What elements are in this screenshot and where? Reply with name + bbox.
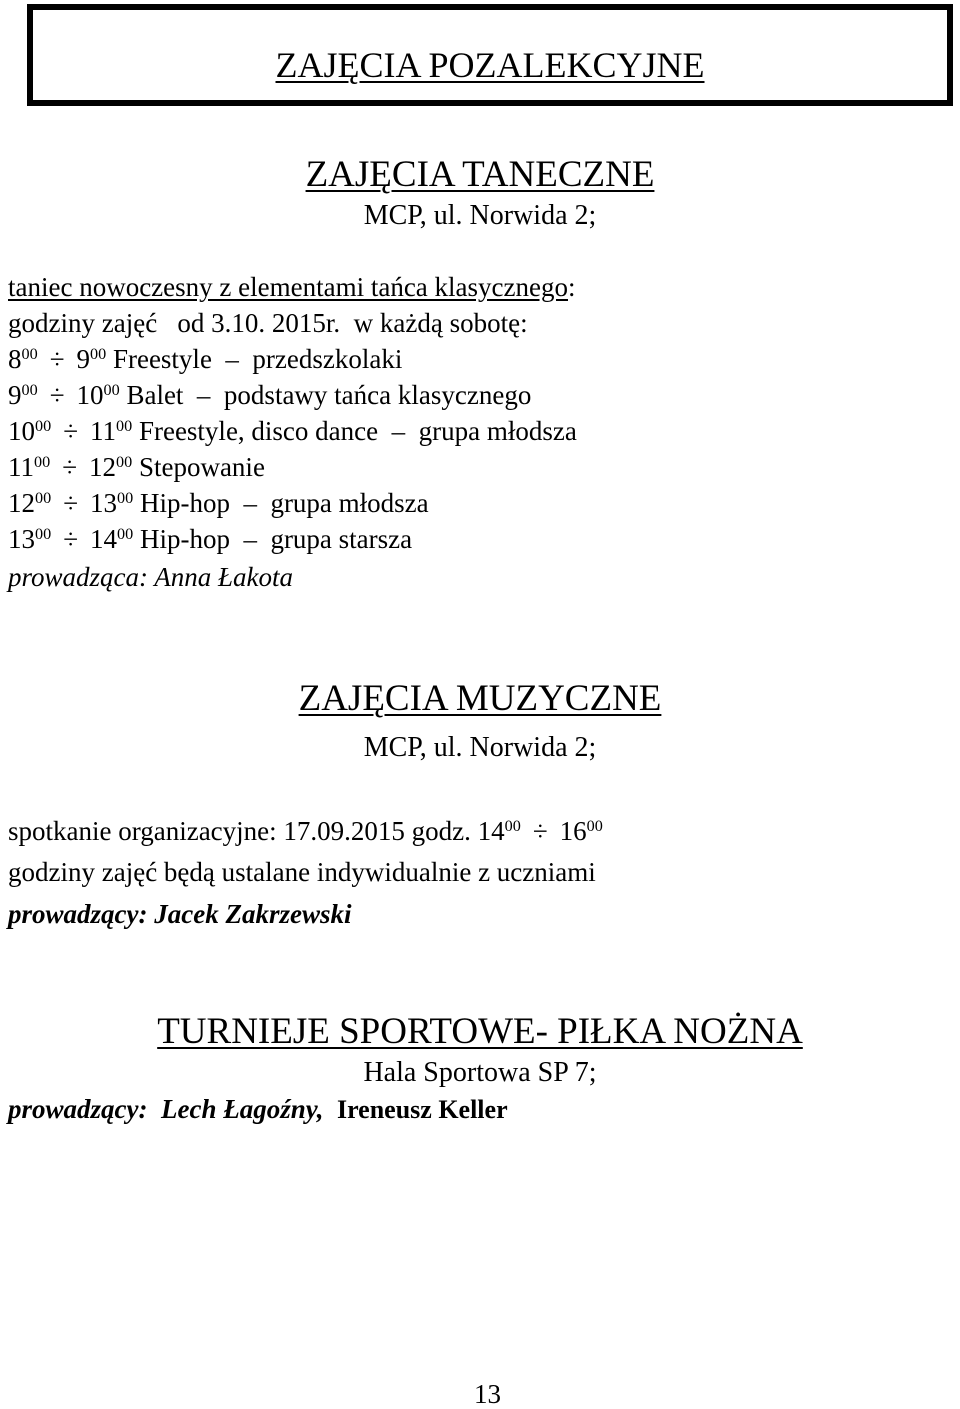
row-end-sup: 00 xyxy=(90,345,107,364)
schedule-row xyxy=(8,454,265,481)
row-start-sup: 00 xyxy=(35,489,52,508)
row-label: Freestyle, disco dance – grupa młodsza xyxy=(138,416,577,446)
row-start: 11 xyxy=(8,452,34,482)
row-end-sup: 00 xyxy=(117,489,134,508)
row-start-sup: 00 xyxy=(35,417,52,436)
row-start-sup: 00 xyxy=(21,381,38,400)
music-instructor: prowadzący: Jacek Zakrzewski xyxy=(8,899,352,929)
row-end: 9 xyxy=(76,344,91,374)
schedule-row xyxy=(8,490,429,517)
row-start-sup: 00 xyxy=(21,345,38,364)
row-start: 10 xyxy=(8,416,35,446)
row-end: 14 xyxy=(90,524,118,554)
dance-location: MCP, ul. Norwida 2; xyxy=(363,200,597,231)
schedule-row xyxy=(8,346,402,373)
row-end-sup: 00 xyxy=(103,381,120,400)
row-start-sup: 00 xyxy=(34,453,51,472)
sport-heading: TURNIEJE SPORTOWE- PIŁKA NOŻNA xyxy=(157,1011,803,1052)
row-label: Freestyle – przedszkolaki xyxy=(112,344,403,374)
row-end: 12 xyxy=(89,452,117,482)
page-title: ZAJĘCIA POZALEKCYJNE xyxy=(275,45,705,85)
sport-instructor xyxy=(8,1096,508,1123)
row-start: 8 xyxy=(8,344,22,374)
row-end: 13 xyxy=(90,488,118,518)
row-end: 10 xyxy=(76,380,104,410)
schedule-row xyxy=(8,382,531,409)
row-divider: ÷ xyxy=(62,452,78,482)
row-end: 11 xyxy=(90,416,117,446)
dance-schedule-note: godziny zajęć od 3.10. 2015r. w każdą sobotę: xyxy=(8,308,528,338)
dance-intro-text: taniec nowoczesny z elementami tańca klasycznego xyxy=(8,272,568,302)
dance-intro-colon: : xyxy=(568,272,576,302)
row-end-sup: 00 xyxy=(116,417,133,436)
row-start: 12 xyxy=(8,488,35,518)
row-gap xyxy=(132,452,139,482)
row-start: 9 xyxy=(8,380,22,410)
music-meeting-end: 16 xyxy=(559,816,587,846)
title-box xyxy=(27,4,953,106)
music-meeting-divider: ÷ xyxy=(532,816,548,846)
music-note: godziny zajęć będą ustalane indywidualnie z uczniami xyxy=(8,857,596,887)
music-meeting xyxy=(8,818,603,845)
row-gap xyxy=(106,344,113,374)
row-end-sup: 00 xyxy=(116,453,133,472)
row-divider: ÷ xyxy=(63,524,79,554)
row-label: Hip-hop – grupa młodsza xyxy=(139,488,429,518)
row-label: Balet – podstawy tańca klasycznego xyxy=(126,380,532,410)
row-divider: ÷ xyxy=(63,488,79,518)
row-divider: ÷ xyxy=(49,380,65,410)
sport-instructor-second: Ireneusz Keller xyxy=(336,1095,508,1124)
sport-location: Hala Sportowa SP 7; xyxy=(363,1057,597,1088)
schedule-row xyxy=(8,418,577,445)
music-meeting-label: spotkanie organizacyjne: 17.09.2015 godz. xyxy=(8,816,478,846)
row-divider: ÷ xyxy=(63,416,79,446)
row-gap xyxy=(132,416,139,446)
dance-heading: ZAJĘCIA TANECZNE xyxy=(305,154,655,195)
row-start-sup: 00 xyxy=(35,525,52,544)
row-gap xyxy=(133,524,140,554)
sport-instructor-prefix: prowadzący: Lech Łagoźny, xyxy=(8,1094,324,1124)
row-label: Stepowanie xyxy=(138,452,265,482)
music-meeting-start: 14 xyxy=(477,816,505,846)
dance-instructor: prowadząca: Anna Łakota xyxy=(8,562,294,592)
row-end-sup: 00 xyxy=(117,525,134,544)
page-number: 13 xyxy=(474,1379,501,1409)
music-location: MCP, ul. Norwida 2; xyxy=(363,732,597,763)
schedule-row xyxy=(8,526,412,553)
row-divider: ÷ xyxy=(49,344,65,374)
music-meeting-end-sup: 00 xyxy=(586,817,603,836)
row-gap xyxy=(133,488,140,518)
music-heading: ZAJĘCIA MUZYCZNE xyxy=(298,678,662,719)
music-meeting-start-sup: 00 xyxy=(504,817,521,836)
row-start: 13 xyxy=(8,524,35,554)
dance-intro xyxy=(8,274,576,301)
row-label: Hip-hop – grupa starsza xyxy=(139,524,413,554)
